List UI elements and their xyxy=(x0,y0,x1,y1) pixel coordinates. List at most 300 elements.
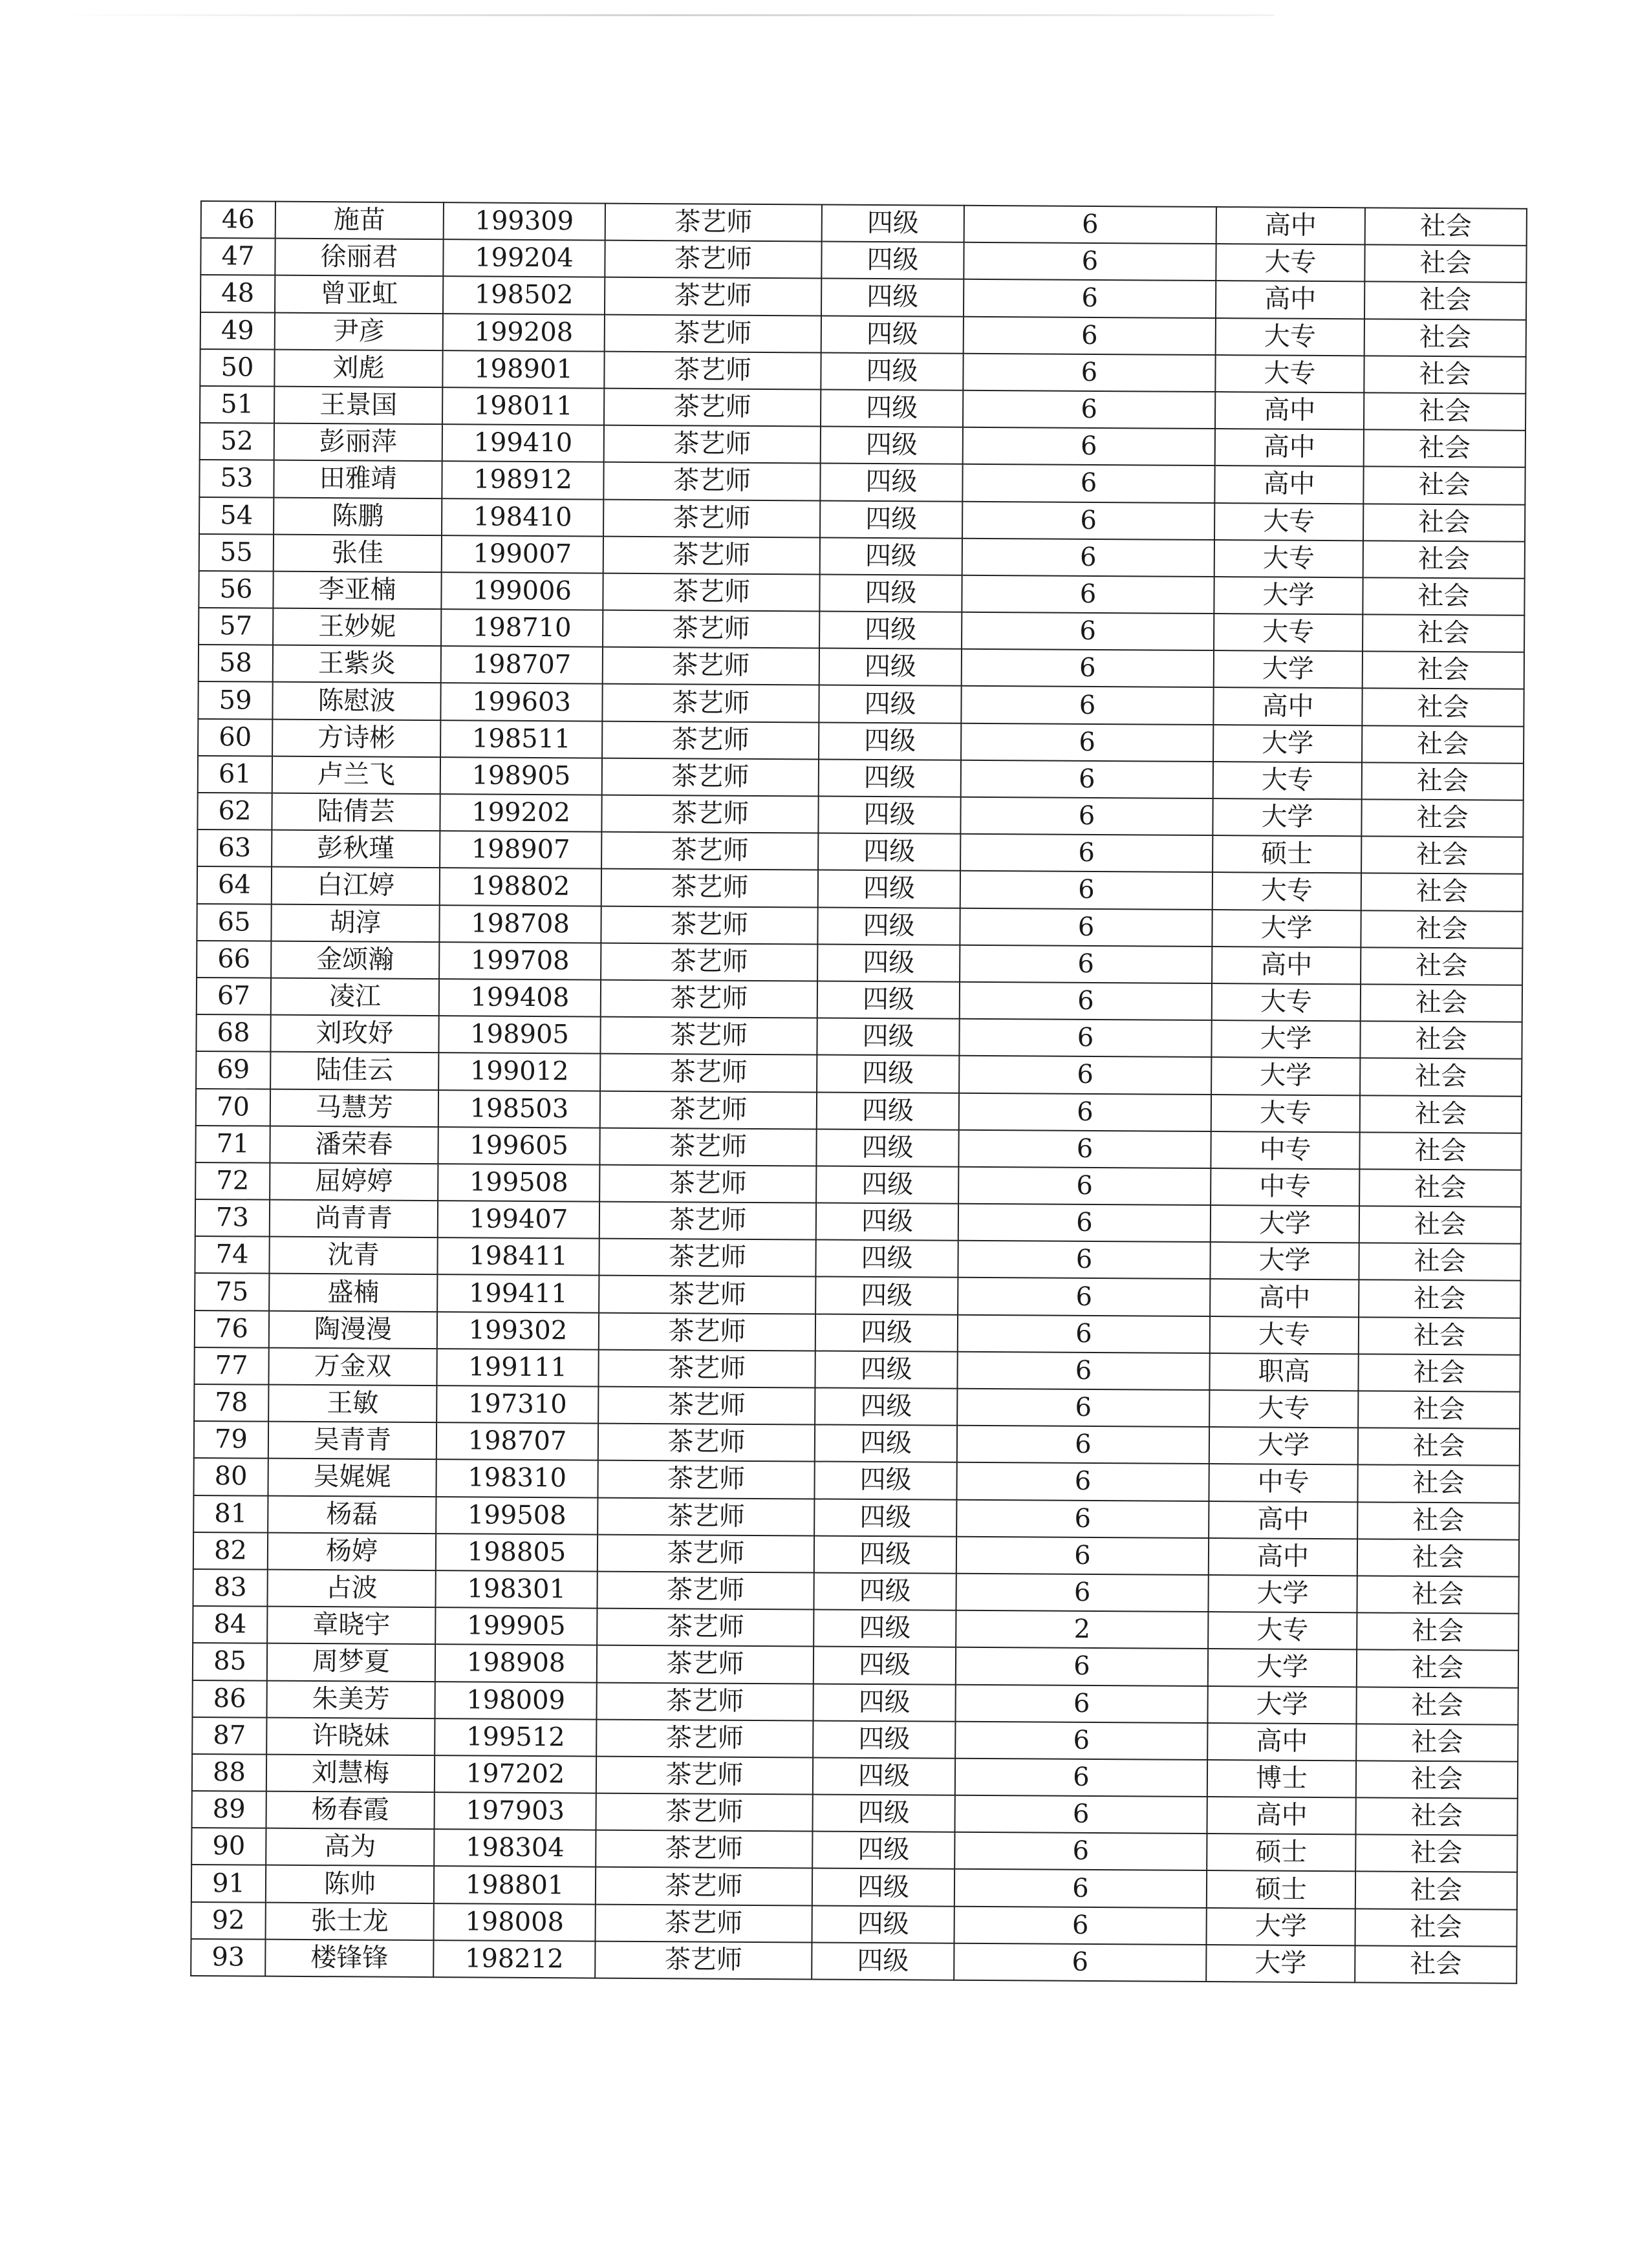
name-cell: 陈慰波 xyxy=(272,682,440,720)
years-cell: 6 xyxy=(961,760,1213,798)
row-number-cell: 87 xyxy=(192,1717,266,1755)
name-cell: 胡淳 xyxy=(271,904,439,942)
name-cell: 朱美芳 xyxy=(266,1680,435,1718)
occupation-cell: 茶艺师 xyxy=(596,1682,813,1720)
occupation-cell: 茶艺师 xyxy=(595,1941,812,1979)
name-cell: 吴青青 xyxy=(268,1422,436,1460)
scan-artifact-line xyxy=(58,14,1274,16)
years-cell: 6 xyxy=(964,206,1216,244)
row-number-cell: 65 xyxy=(197,904,271,941)
education-cell: 大专 xyxy=(1215,355,1364,393)
source-cell: 社会 xyxy=(1364,282,1526,320)
occupation-cell: 茶艺师 xyxy=(599,1276,815,1314)
row-number-cell: 56 xyxy=(199,571,273,608)
row-number-cell: 67 xyxy=(197,978,271,1015)
years-cell: 2 xyxy=(956,1610,1208,1649)
source-cell: 社会 xyxy=(1359,1132,1521,1170)
level-cell: 四级 xyxy=(815,1314,958,1351)
level-cell: 四级 xyxy=(817,1055,959,1093)
source-cell: 社会 xyxy=(1357,1539,1519,1577)
name-cell: 王景国 xyxy=(274,387,442,425)
years-cell: 6 xyxy=(954,1795,1207,1834)
years-cell: 6 xyxy=(960,908,1212,946)
education-cell: 大学 xyxy=(1212,910,1361,948)
name-cell: 陆倩芸 xyxy=(272,793,440,831)
row-number-cell: 47 xyxy=(200,238,275,275)
name-cell: 卢兰飞 xyxy=(272,756,440,794)
source-cell: 社会 xyxy=(1361,910,1522,948)
source-cell: 社会 xyxy=(1355,1872,1517,1910)
education-cell: 高中 xyxy=(1209,1538,1357,1576)
education-cell: 博士 xyxy=(1207,1760,1356,1798)
level-cell: 四级 xyxy=(815,1240,958,1278)
level-cell: 四级 xyxy=(812,1795,954,1832)
level-cell: 四级 xyxy=(814,1535,956,1573)
education-cell: 高中 xyxy=(1215,392,1364,430)
row-number-cell: 78 xyxy=(194,1384,268,1422)
birth-month-cell: 199012 xyxy=(438,1053,600,1091)
name-cell: 刘慧梅 xyxy=(266,1755,435,1793)
level-cell: 四级 xyxy=(814,1572,956,1610)
level-cell: 四级 xyxy=(817,944,960,981)
occupation-cell: 茶艺师 xyxy=(597,1645,814,1684)
years-cell: 6 xyxy=(956,1499,1209,1537)
occupation-cell: 茶艺师 xyxy=(599,1202,816,1240)
occupation-cell: 茶艺师 xyxy=(603,462,820,500)
level-cell: 四级 xyxy=(821,352,963,390)
level-cell: 四级 xyxy=(822,205,964,242)
birth-month-cell: 197202 xyxy=(435,1755,596,1793)
source-cell: 社会 xyxy=(1362,725,1524,764)
source-cell: 社会 xyxy=(1358,1354,1520,1392)
education-cell: 高中 xyxy=(1210,1279,1359,1317)
name-cell: 白江婷 xyxy=(272,867,440,905)
row-number-cell: 49 xyxy=(200,312,275,350)
name-cell: 张佳 xyxy=(274,534,442,572)
birth-month-cell: 198707 xyxy=(441,646,603,684)
occupation-cell: 茶艺师 xyxy=(604,389,821,427)
source-cell: 社会 xyxy=(1359,1169,1521,1207)
birth-month-cell: 199006 xyxy=(441,572,603,610)
name-cell: 杨春霞 xyxy=(266,1792,434,1830)
level-cell: 四级 xyxy=(819,759,961,797)
education-cell: 硕士 xyxy=(1207,1834,1355,1872)
name-cell: 马慧芳 xyxy=(270,1089,438,1127)
years-cell: 6 xyxy=(954,1906,1206,1944)
occupation-cell: 茶艺师 xyxy=(600,1017,817,1055)
occupation-cell: 茶艺师 xyxy=(601,795,818,833)
birth-month-cell: 199708 xyxy=(439,942,601,980)
occupation-cell: 茶艺师 xyxy=(605,204,822,242)
occupation-cell: 茶艺师 xyxy=(598,1534,814,1572)
roster-table xyxy=(190,200,1527,1984)
source-cell: 社会 xyxy=(1364,429,1525,467)
row-number-cell: 81 xyxy=(193,1495,268,1533)
row-number-cell: 74 xyxy=(195,1236,269,1274)
education-cell: 大学 xyxy=(1213,725,1362,763)
years-cell: 6 xyxy=(958,1204,1211,1242)
birth-month-cell: 198912 xyxy=(442,461,603,499)
name-cell: 施苗 xyxy=(275,202,444,240)
row-number-cell: 88 xyxy=(192,1754,266,1792)
source-cell: 社会 xyxy=(1358,1391,1520,1429)
name-cell: 许晓妹 xyxy=(266,1717,435,1755)
name-cell: 陆佳云 xyxy=(270,1052,438,1090)
source-cell: 社会 xyxy=(1355,1909,1516,1947)
occupation-cell: 茶艺师 xyxy=(599,1312,815,1351)
source-cell: 社会 xyxy=(1356,1724,1518,1762)
occupation-cell: 茶艺师 xyxy=(597,1572,814,1610)
row-number-cell: 62 xyxy=(197,793,272,830)
level-cell: 四级 xyxy=(813,1684,955,1721)
occupation-cell: 茶艺师 xyxy=(604,351,821,389)
name-cell: 方诗彬 xyxy=(272,719,440,757)
row-number-cell: 85 xyxy=(193,1643,267,1680)
occupation-cell: 茶艺师 xyxy=(603,610,819,648)
education-cell: 硕士 xyxy=(1212,835,1361,873)
birth-month-cell: 198905 xyxy=(438,1016,600,1054)
education-cell: 大专 xyxy=(1212,983,1361,1022)
birth-month-cell: 199302 xyxy=(437,1312,599,1350)
row-number-cell: 83 xyxy=(193,1569,267,1607)
source-cell: 社会 xyxy=(1361,947,1522,985)
occupation-cell: 茶艺师 xyxy=(603,647,819,685)
level-cell: 四级 xyxy=(819,685,961,723)
row-number-cell: 51 xyxy=(200,386,274,423)
birth-month-cell: 199508 xyxy=(436,1497,598,1535)
years-cell: 6 xyxy=(954,1832,1207,1870)
education-cell: 高中 xyxy=(1209,1501,1357,1539)
years-cell: 6 xyxy=(957,1352,1209,1390)
name-cell: 周梦夏 xyxy=(267,1643,435,1682)
row-number-cell: 93 xyxy=(191,1939,265,1976)
birth-month-cell: 198301 xyxy=(435,1570,597,1609)
birth-month-cell: 198411 xyxy=(437,1237,599,1276)
education-cell: 高中 xyxy=(1207,1723,1356,1761)
row-number-cell: 54 xyxy=(199,497,274,534)
row-number-cell: 63 xyxy=(197,829,272,867)
name-cell: 刘彪 xyxy=(274,349,442,387)
level-cell: 四级 xyxy=(817,1092,959,1129)
name-cell: 王敏 xyxy=(268,1385,436,1423)
row-number-cell: 50 xyxy=(200,349,274,387)
education-cell: 大专 xyxy=(1212,872,1361,910)
source-cell: 社会 xyxy=(1364,356,1525,394)
occupation-cell: 茶艺师 xyxy=(598,1349,815,1387)
birth-month-cell: 198503 xyxy=(438,1090,600,1128)
row-number-cell: 70 xyxy=(196,1088,270,1126)
name-cell: 尚青青 xyxy=(270,1200,438,1238)
name-cell: 张士龙 xyxy=(266,1902,434,1940)
education-cell: 大学 xyxy=(1206,1945,1355,1983)
level-cell: 四级 xyxy=(814,1647,956,1684)
row-number-cell: 79 xyxy=(194,1421,268,1459)
occupation-cell: 茶艺师 xyxy=(605,277,821,316)
occupation-cell: 茶艺师 xyxy=(598,1460,814,1499)
name-cell: 陶漫漫 xyxy=(269,1311,437,1349)
education-cell: 中专 xyxy=(1211,1131,1359,1170)
row-number-cell: 64 xyxy=(197,866,272,904)
level-cell: 四级 xyxy=(816,1129,958,1166)
education-cell: 大专 xyxy=(1214,614,1363,652)
row-number-cell: 66 xyxy=(197,941,271,978)
source-cell: 社会 xyxy=(1357,1502,1519,1540)
occupation-cell: 茶艺师 xyxy=(598,1424,815,1462)
occupation-cell: 茶艺师 xyxy=(602,721,819,759)
education-cell: 大学 xyxy=(1211,1205,1359,1243)
source-cell: 社会 xyxy=(1362,762,1524,800)
education-cell: 中专 xyxy=(1209,1464,1357,1502)
roster-table-container xyxy=(190,200,1526,1984)
name-cell: 杨磊 xyxy=(268,1495,436,1534)
source-cell: 社会 xyxy=(1363,504,1525,542)
source-cell: 社会 xyxy=(1355,1835,1517,1873)
name-cell: 金颂瀚 xyxy=(271,941,439,979)
years-cell: 6 xyxy=(964,316,1216,354)
years-cell: 6 xyxy=(964,242,1216,281)
birth-month-cell: 199605 xyxy=(438,1127,599,1165)
source-cell: 社会 xyxy=(1357,1650,1518,1688)
level-cell: 四级 xyxy=(812,1905,954,1943)
level-cell: 四级 xyxy=(815,1425,957,1462)
name-cell: 沈青 xyxy=(269,1237,437,1275)
occupation-cell: 茶艺师 xyxy=(599,1164,816,1203)
years-cell: 6 xyxy=(956,1574,1208,1612)
education-cell: 大专 xyxy=(1213,762,1362,800)
row-number-cell: 61 xyxy=(198,756,272,793)
years-cell: 6 xyxy=(962,464,1214,502)
source-cell: 社会 xyxy=(1361,873,1523,912)
level-cell: 四级 xyxy=(821,389,963,427)
row-number-cell: 82 xyxy=(193,1532,268,1570)
source-cell: 社会 xyxy=(1361,799,1523,837)
source-cell: 社会 xyxy=(1362,689,1524,727)
birth-month-cell: 198009 xyxy=(435,1682,596,1720)
birth-month-cell: 198905 xyxy=(440,757,602,795)
education-cell: 大学 xyxy=(1206,1908,1355,1946)
birth-month-cell: 199111 xyxy=(436,1349,598,1387)
education-cell: 大学 xyxy=(1211,1057,1360,1095)
birth-month-cell: 198801 xyxy=(434,1867,596,1905)
source-cell: 社会 xyxy=(1364,319,1526,357)
education-cell: 大专 xyxy=(1209,1390,1358,1428)
level-cell: 四级 xyxy=(817,1018,959,1056)
education-cell: 大专 xyxy=(1210,1316,1359,1354)
table-row xyxy=(191,1939,1516,1984)
level-cell: 四级 xyxy=(813,1720,955,1758)
source-cell: 社会 xyxy=(1360,1021,1522,1059)
birth-month-cell: 199408 xyxy=(439,979,601,1017)
birth-month-cell: 199208 xyxy=(443,314,605,352)
years-cell: 6 xyxy=(955,1721,1207,1759)
birth-month-cell: 198707 xyxy=(436,1422,598,1460)
years-cell: 6 xyxy=(960,834,1212,872)
row-number-cell: 68 xyxy=(196,1014,270,1052)
education-cell: 大专 xyxy=(1216,244,1364,282)
source-cell: 社会 xyxy=(1359,1206,1521,1244)
row-number-cell: 58 xyxy=(199,645,273,682)
roster-table-body xyxy=(191,201,1527,1984)
name-cell: 尹彦 xyxy=(275,312,443,350)
birth-month-cell: 199905 xyxy=(435,1607,597,1645)
occupation-cell: 茶艺师 xyxy=(603,536,820,574)
level-cell: 四级 xyxy=(820,537,962,575)
name-cell: 徐丽君 xyxy=(275,239,443,277)
years-cell: 6 xyxy=(957,1426,1209,1464)
years-cell: 6 xyxy=(962,612,1214,650)
birth-month-cell: 199204 xyxy=(443,239,605,277)
row-number-cell: 57 xyxy=(199,608,273,645)
row-number-cell: 55 xyxy=(199,534,274,572)
education-cell: 硕士 xyxy=(1207,1870,1355,1909)
row-number-cell: 86 xyxy=(192,1680,266,1717)
occupation-cell: 茶艺师 xyxy=(600,1091,817,1129)
education-cell: 大专 xyxy=(1214,503,1363,541)
birth-month-cell: 198901 xyxy=(442,350,604,389)
level-cell: 四级 xyxy=(815,1277,958,1314)
name-cell: 田雅靖 xyxy=(274,460,442,498)
years-cell: 6 xyxy=(964,279,1216,317)
level-cell: 四级 xyxy=(812,1942,954,1980)
education-cell: 大学 xyxy=(1209,1427,1358,1465)
birth-month-cell: 199410 xyxy=(442,424,604,462)
row-number-cell: 53 xyxy=(199,460,274,497)
birth-month-cell: 198802 xyxy=(440,868,601,906)
education-cell: 大学 xyxy=(1208,1649,1357,1687)
name-cell: 高为 xyxy=(266,1828,434,1867)
occupation-cell: 茶艺师 xyxy=(601,869,818,907)
years-cell: 6 xyxy=(956,1647,1208,1685)
occupation-cell: 茶艺师 xyxy=(597,1609,814,1647)
level-cell: 四级 xyxy=(818,797,960,834)
row-number-cell: 71 xyxy=(195,1126,270,1163)
level-cell: 四级 xyxy=(819,612,962,649)
level-cell: 四级 xyxy=(818,870,960,908)
occupation-cell: 茶艺师 xyxy=(598,1387,815,1425)
years-cell: 6 xyxy=(955,1759,1207,1797)
birth-month-cell: 198708 xyxy=(439,905,601,943)
years-cell: 6 xyxy=(960,945,1212,983)
birth-month-cell: 197310 xyxy=(436,1385,598,1424)
birth-month-cell: 199603 xyxy=(440,683,602,722)
birth-month-cell: 199411 xyxy=(437,1275,599,1313)
birth-month-cell: 198304 xyxy=(434,1829,596,1867)
birth-month-cell: 199007 xyxy=(442,535,603,573)
source-cell: 社会 xyxy=(1363,614,1524,652)
name-cell: 陈帅 xyxy=(266,1865,434,1903)
occupation-cell: 茶艺师 xyxy=(596,1904,812,1942)
education-cell: 大专 xyxy=(1214,540,1363,578)
source-cell: 社会 xyxy=(1359,1317,1520,1355)
years-cell: 6 xyxy=(959,1093,1211,1131)
occupation-cell: 茶艺师 xyxy=(601,980,817,1018)
education-cell: 高中 xyxy=(1213,687,1362,725)
level-cell: 四级 xyxy=(821,427,963,464)
education-cell: 高中 xyxy=(1214,465,1363,504)
name-cell: 占波 xyxy=(267,1570,435,1608)
row-number-cell: 72 xyxy=(195,1162,270,1200)
education-cell: 大学 xyxy=(1211,1020,1360,1058)
occupation-cell: 茶艺师 xyxy=(596,1756,813,1794)
birth-month-cell: 198908 xyxy=(435,1644,597,1682)
source-cell: 社会 xyxy=(1357,1576,1518,1614)
level-cell: 四级 xyxy=(814,1499,956,1536)
birth-month-cell: 198511 xyxy=(440,720,602,758)
level-cell: 四级 xyxy=(814,1610,956,1647)
level-cell: 四级 xyxy=(815,1351,957,1388)
occupation-cell: 茶艺师 xyxy=(596,1867,812,1905)
row-number-cell: 76 xyxy=(195,1311,269,1348)
name-cell: 王紫炎 xyxy=(273,645,441,683)
row-number-cell: 90 xyxy=(191,1828,266,1865)
years-cell: 6 xyxy=(960,982,1212,1020)
birth-month-cell: 199309 xyxy=(444,202,605,241)
education-cell: 大专 xyxy=(1216,318,1364,356)
years-cell: 6 xyxy=(959,1056,1211,1094)
name-cell: 李亚楠 xyxy=(273,572,441,610)
row-number-cell: 69 xyxy=(196,1051,270,1089)
birth-month-cell: 199407 xyxy=(438,1201,599,1239)
source-cell: 社会 xyxy=(1359,1280,1520,1318)
years-cell: 6 xyxy=(963,427,1215,465)
years-cell: 6 xyxy=(962,575,1214,614)
level-cell: 四级 xyxy=(816,1166,958,1203)
source-cell: 社会 xyxy=(1363,540,1525,579)
row-number-cell: 92 xyxy=(191,1902,266,1940)
education-cell: 大学 xyxy=(1210,1242,1359,1280)
level-cell: 四级 xyxy=(813,1757,955,1795)
source-cell: 社会 xyxy=(1358,1428,1520,1466)
years-cell: 6 xyxy=(963,390,1215,429)
level-cell: 四级 xyxy=(820,500,962,538)
occupation-cell: 茶艺师 xyxy=(596,1830,812,1868)
occupation-cell: 茶艺师 xyxy=(600,1054,817,1092)
row-number-cell: 59 xyxy=(198,681,272,719)
level-cell: 四级 xyxy=(812,1868,954,1906)
occupation-cell: 茶艺师 xyxy=(602,684,819,722)
birth-month-cell: 198011 xyxy=(442,387,604,425)
level-cell: 四级 xyxy=(812,1832,954,1869)
education-cell: 大学 xyxy=(1214,577,1363,615)
level-cell: 四级 xyxy=(814,1462,956,1499)
years-cell: 6 xyxy=(962,501,1214,539)
name-cell: 彭丽萍 xyxy=(274,423,442,462)
name-cell: 盛楠 xyxy=(269,1274,437,1312)
level-cell: 四级 xyxy=(821,242,964,279)
source-cell: 社会 xyxy=(1363,467,1525,505)
years-cell: 6 xyxy=(958,1314,1210,1353)
name-cell: 陈鹏 xyxy=(274,497,442,535)
education-cell: 大学 xyxy=(1208,1575,1357,1613)
years-cell: 6 xyxy=(957,1389,1209,1427)
row-number-cell: 46 xyxy=(201,201,275,239)
education-cell: 高中 xyxy=(1215,429,1364,467)
years-cell: 6 xyxy=(960,871,1212,909)
occupation-cell: 茶艺师 xyxy=(596,1793,812,1832)
source-cell: 社会 xyxy=(1355,1945,1516,1984)
name-cell: 刘玫妤 xyxy=(270,1015,438,1053)
occupation-cell: 茶艺师 xyxy=(603,573,819,611)
row-number-cell: 60 xyxy=(198,719,272,756)
source-cell: 社会 xyxy=(1360,1095,1522,1133)
name-cell: 屈婷婷 xyxy=(270,1163,438,1201)
occupation-cell: 茶艺师 xyxy=(601,832,818,870)
years-cell: 6 xyxy=(958,1129,1211,1168)
name-cell: 潘荣春 xyxy=(270,1126,438,1164)
row-number-cell: 75 xyxy=(195,1273,269,1311)
education-cell: 大学 xyxy=(1207,1686,1356,1724)
name-cell: 彭秋瑾 xyxy=(272,830,440,868)
